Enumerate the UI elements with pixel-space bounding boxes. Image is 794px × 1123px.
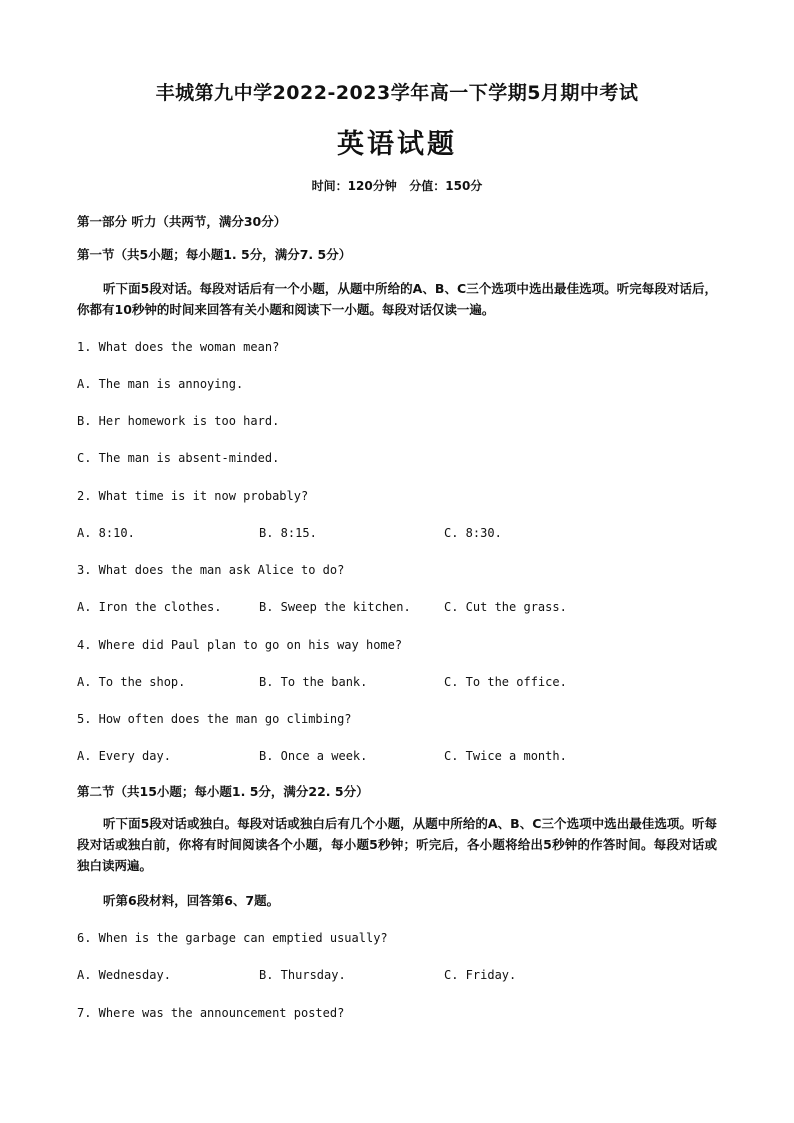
- section2-instructions: 听下面5段对话或独白。每段对话或独白后有几个小题，从题中所给的A、B、C三个选项中选出最佳选项。听每段对话或独白前，你将有时间阅读各个小题，每小题5秒钟；听完后，各小题将给出5秒钟的作答时间。每段对话或独白读两遍。: [77, 816, 717, 873]
- q4-option-c: C. To the office.: [444, 675, 567, 689]
- q3-option-c: C. Cut the grass.: [444, 600, 567, 614]
- section2-heading: 第二节（共15小题；每小题1. 5分，满分22. 5分）: [77, 784, 369, 799]
- question-3: 3. What does the man ask Alice to do?: [77, 563, 345, 577]
- q6-option-b: B. Thursday.: [259, 968, 346, 982]
- q4-option-a: A. To the shop.: [77, 675, 186, 689]
- question-1: 1. What does the woman mean?: [77, 340, 280, 354]
- q5-option-a: A. Every day.: [77, 749, 171, 763]
- q3-option-a: A. Iron the clothes.: [77, 600, 222, 614]
- q2-option-a: A. 8:10.: [77, 526, 135, 540]
- q1-option-c: C. The man is absent-minded.: [77, 451, 280, 465]
- material-note: 听第6段材料，回答第6、7题。: [103, 893, 280, 908]
- q5-option-b: B. Once a week.: [259, 749, 368, 763]
- q5-option-c: C. Twice a month.: [444, 749, 567, 763]
- q4-option-b: B. To the bank.: [259, 675, 368, 689]
- q2-option-c: C. 8:30.: [444, 526, 502, 540]
- q2-option-b: B. 8:15.: [259, 526, 317, 540]
- section1-instructions: 听下面5段对话。每段对话后有一个小题，从题中所给的A、B、C三个选项中选出最佳选项。听完每段对话后，你都有10秒钟的时间来回答有关小题和阅读下一小题。每段对话仅读一遍。: [77, 281, 717, 317]
- question-5: 5. How often does the man go climbing?: [77, 712, 352, 726]
- exam-meta: 时间：120分钟 分值：150分: [311, 179, 483, 193]
- q3-option-b: B. Sweep the kitchen.: [259, 600, 411, 614]
- question-2: 2. What time is it now probably?: [77, 489, 309, 503]
- exam-title: 丰城第九中学2022-2023学年高一下学期5月期中考试: [155, 82, 639, 104]
- q1-option-a: A. The man is annoying.: [77, 377, 244, 391]
- q6-option-a: A. Wednesday.: [77, 968, 171, 982]
- q1-option-b: B. Her homework is too hard.: [77, 414, 280, 428]
- q6-option-c: C. Friday.: [444, 968, 517, 982]
- question-7: 7. Where was the announcement posted?: [77, 1006, 345, 1020]
- exam-subject: 英语试题: [337, 129, 457, 160]
- question-4: 4. Where did Paul plan to go on his way home?: [77, 638, 403, 652]
- question-6: 6. When is the garbage can emptied usually?: [77, 931, 388, 945]
- part1-heading: 第一部分 听力（共两节，满分30分）: [77, 214, 287, 229]
- section1-heading: 第一节（共5小题；每小题1. 5分，满分7. 5分）: [77, 247, 352, 262]
